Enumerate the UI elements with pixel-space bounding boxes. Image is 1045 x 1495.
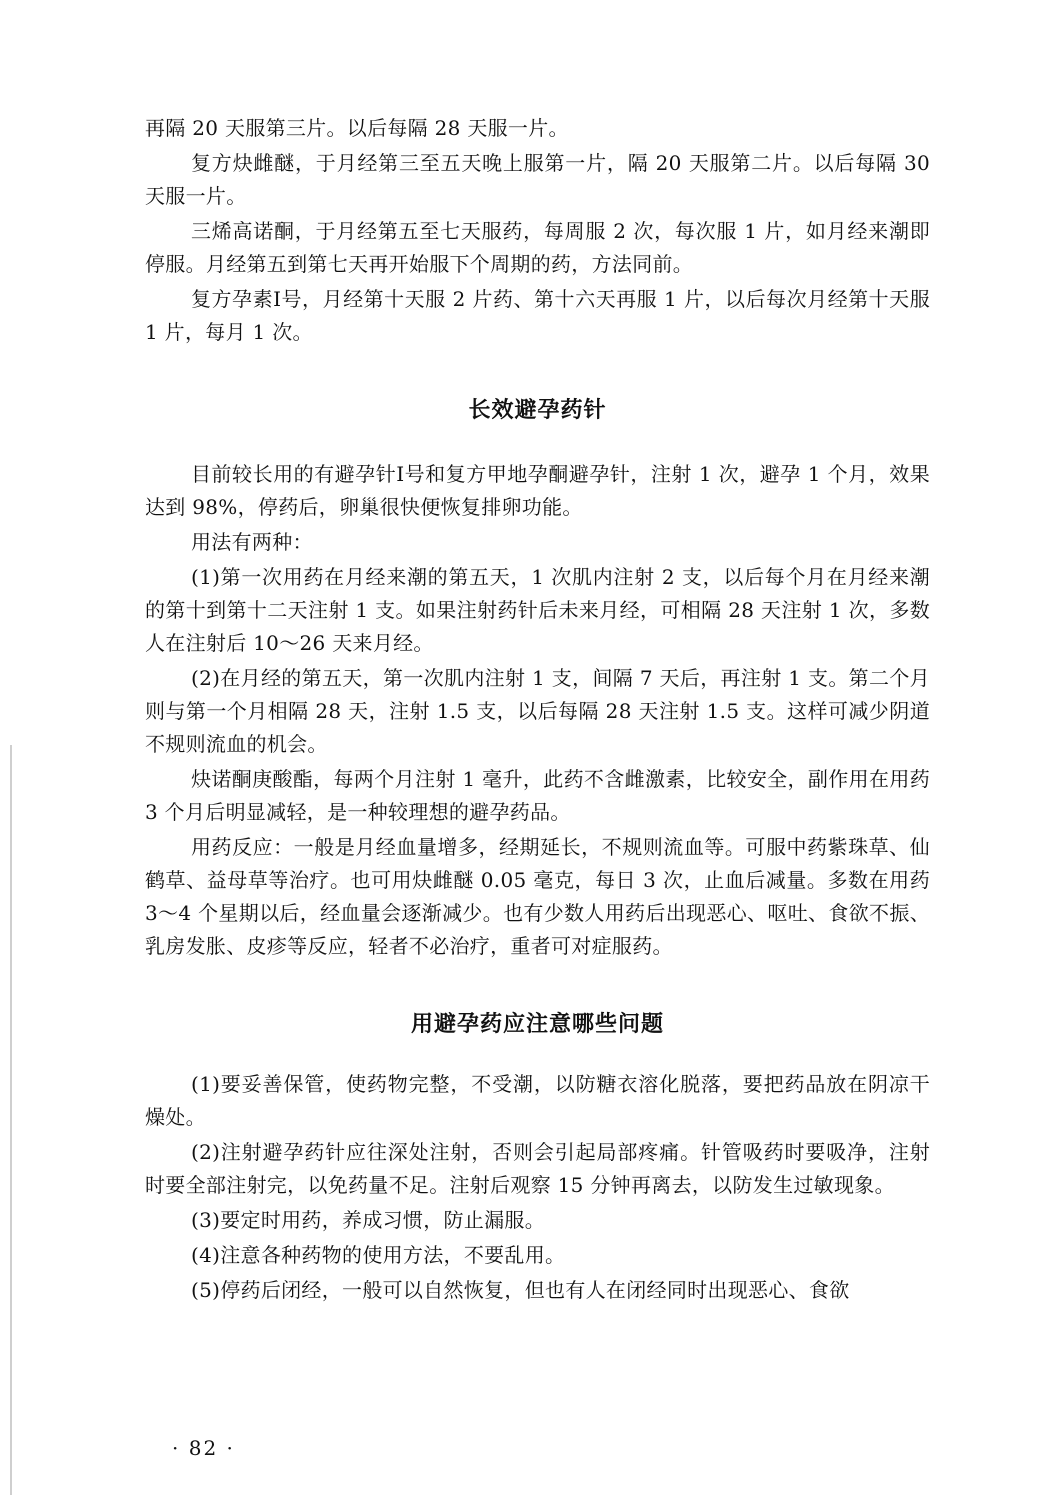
paragraph-usage-two-kinds: 用法有两种： (191, 530, 313, 554)
list-item-precaution-2: (2)注射避孕药针应往深处注射，否则会引起局部疼痛。针管吸药时要吸净，注射时要全部注射完，以免药量不足。注射后观察 15 分钟再离去，以防发生过敏现象。 (145, 1140, 930, 1197)
scan-edge-line (10, 745, 12, 1495)
paragraph-norethisterone-enanthate: 炔诺酮庚酸酯，每两个月注射 1 毫升，此药不含雌激素，比较安全，副作用在用药 3 个月后明显减轻，是一种较理想的避孕药品。 (145, 767, 930, 824)
paragraph-sanxi-gaonuotong: 三烯高诺酮，于月经第五至七天服药，每周服 2 次，每次服 1 片，如月经来潮即停服。月经第五到第七天再开始服下个周期的药，方法同前。 (145, 219, 930, 276)
paragraph-injection-intro: 目前较长用的有避孕针Ⅰ号和复方甲地孕酮避孕针，注射 1 次，避孕 1 个月，效果达到 98%，停药后，卵巢很快便恢复排卵功能。 (145, 462, 930, 519)
section-title-long-acting-injection: 长效避孕药针 (468, 398, 607, 423)
list-item-precaution-4: (4)注意各种药物的使用方法，不要乱用。 (191, 1243, 566, 1267)
paragraph-usage-method-2: (2)在月经的第五天，第一次肌内注射 1 支，间隔 7 天后，再注射 1 支。第二个月则与第一个月相隔 28 天，注射 1.5 支，以后每隔 28 天注射 1.5 支。这样可减少阴道不规则流血的机会。 (145, 666, 930, 756)
list-item-precaution-1: (1)要妥善保管，使药物完整，不受潮，以防糖衣溶化脱落，要把药品放在阴凉干燥处。 (145, 1072, 930, 1129)
paragraph-fufang-yunsu: 复方孕素Ⅰ号，月经第十天服 2 片药、第十六天再服 1 片，以后每次月经第十天服 1 片，每月 1 次。 (145, 287, 930, 344)
page-body (145, 112, 930, 1307)
paragraph-continuation: 再隔 20 天服第三片。以后每隔 28 天服一片。 (145, 116, 569, 140)
section-title-precautions: 用避孕药应注意哪些问题 (410, 1012, 664, 1037)
paragraph-usage-method-1: (1)第一次用药在月经来潮的第五天，1 次肌内注射 2 支，以后每个月在月经来潮的第十到第十二天注射 1 支。如果注射药针后未来月经，可相隔 28 天注射 1 次，多数人在注射后 10～26 天来月经。 (145, 565, 930, 655)
list-item-precaution-3: (3)要定时用药，养成习惯，防止漏服。 (191, 1208, 546, 1232)
paragraph-fufang-quecimi: 复方炔雌醚，于月经第三至五天晚上服第一片，隔 20 天服第二片。以后每隔 30 天服一片。 (145, 151, 930, 208)
list-item-precaution-5: (5)停药后闭经，一般可以自然恢复，但也有人在闭经同时出现恶心、食欲 (191, 1278, 850, 1302)
paragraph-drug-reactions: 用药反应：一般是月经血量增多，经期延长，不规则流血等。可服中药紫珠草、仙鹤草、益母草等治疗。也可用炔雌醚 0.05 毫克，每日 3 次，止血后减量。多数在用药 3～4 个星期以后，经血量会逐渐减少。也有少数人用药后出现恶心、呕吐、食欲不振、乳房发胀、皮疹等反应，轻者不必治疗，重者可对症服药。 (145, 835, 930, 958)
page-number: · 82 · (172, 1436, 235, 1460)
